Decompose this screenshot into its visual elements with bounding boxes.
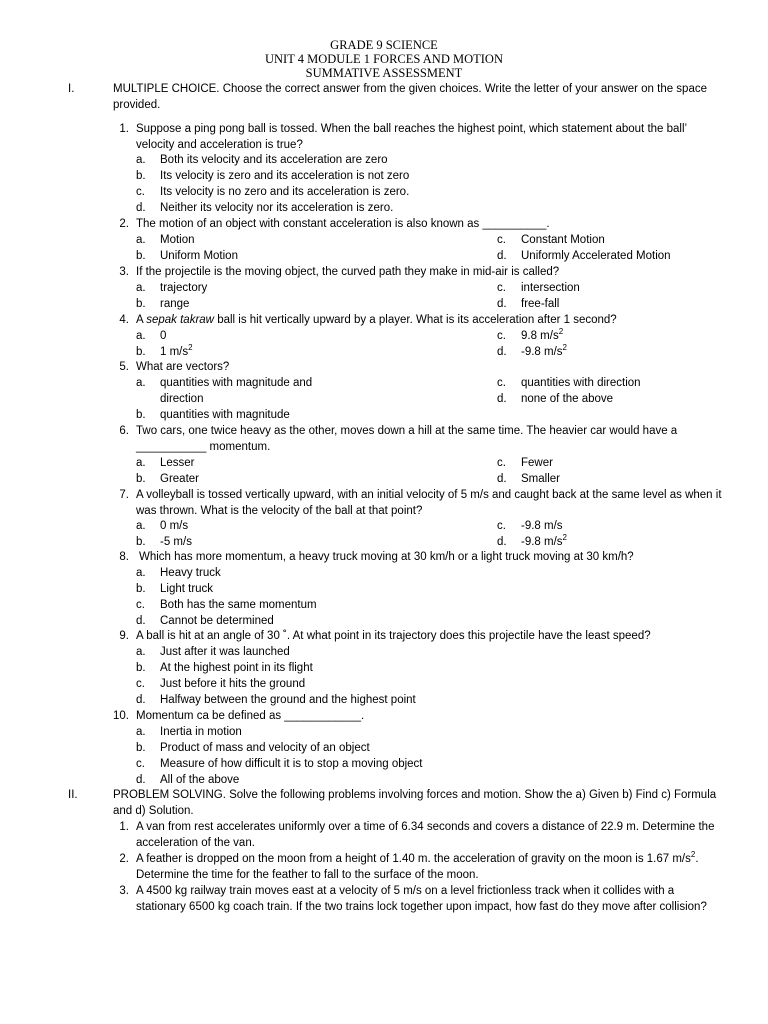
question-5-choice-c: c. quantities with direction — [497, 377, 641, 389]
section-2-number: II. — [68, 789, 78, 801]
question-6-choice-b: b. Greater — [136, 473, 199, 485]
question-7-number: 7. — [119, 489, 129, 501]
question-1-choice-a: a. Both its velocity and its acceleration are zero — [136, 154, 388, 166]
question-4-number: 4. — [119, 314, 129, 326]
question-3-choice-a: a. trajectory — [136, 282, 208, 294]
question-10-choice-a: a. Inertia in motion — [136, 726, 242, 738]
question-5-choice-b: b. quantities with magnitude — [136, 409, 290, 421]
question-10-choice-d: d. All of the above — [136, 774, 240, 786]
section-1-number: I. — [68, 83, 75, 95]
question-3-choice-c: c. intersection — [497, 282, 580, 294]
question-3-choice-d: d. free-fall — [497, 298, 560, 310]
question-1-choice-c: c. Its velocity is no zero and its acceleration is zero. — [136, 186, 410, 198]
question-8-number: 8. — [119, 551, 129, 563]
document-header — [0, 38, 768, 80]
problem-2-text: A feather is dropped on the moon from a height of 1.40 m. the acceleration of gravity on the moon is 1.67 $m/s^2$. Determine the time for the feather to fall to the surface of the moon. — [136, 850, 699, 881]
problem-1-number: 1. — [119, 821, 129, 833]
question-3-number: 3. — [119, 266, 129, 278]
question-7-choice-a: a. 0 m/s — [136, 520, 189, 532]
question-4-choice-d: d. -9.8 $m/s^2$ — [497, 343, 567, 358]
question-10-choice-c: c. Measure of how difficult it is to stop a moving object — [136, 758, 423, 770]
question-6-choice-d: d. Smaller — [497, 473, 560, 485]
question-1-text: Suppose a ping pong ball is tossed. When the ball reaches the highest point, which statement about the ball’ velocity and acceleration is true? — [136, 123, 687, 151]
question-2-choice-c: c. Constant Motion — [497, 234, 605, 246]
question-5-choice-d: d. none of the above — [497, 393, 614, 405]
question-9-choice-d: d. Halfway between the ground and the highest point — [136, 694, 416, 706]
header-assessment: SUMMATIVE ASSESSMENT — [305, 66, 463, 80]
question-1-number: 1. — [119, 123, 129, 135]
question-2-number: 2. — [119, 218, 129, 230]
question-2-choice-d: d. Uniformly Accelerated Motion — [497, 250, 671, 262]
question-8-choice-d: d. Cannot be determined — [136, 615, 274, 627]
problem-3-text: A 4500 kg railway train moves east at a velocity of 5 m/s on a level frictionless track when it collides with a stationary 6500 kg coach train. If the two trains lock together upon impact, how fast do they move after collision? — [136, 885, 707, 913]
question-9-text: A ball is hit at an angle of 30 ˚. At what point in its trajectory does this projectile have the least speed? — [136, 630, 651, 642]
question-6-choice-c: c. Fewer — [497, 457, 553, 469]
problem-3-number: 3. — [119, 885, 129, 897]
question-4-text: A sepak takraw ball is hit vertically upward by a player. What is its acceleration after 1 second? — [136, 314, 617, 326]
question-1-choice-d: d. Neither its velocity nor its acceleration is zero. — [136, 202, 394, 214]
question-5-number: 5. — [119, 361, 129, 373]
question-8-choice-b: b. Light truck — [136, 583, 214, 595]
question-8-text: Which has more momentum, a heavy truck moving at 30 km/h or a light truck moving at 30 km/h? — [139, 551, 634, 563]
header-grade: GRADE 9 SCIENCE — [330, 38, 438, 52]
question-2-choice-b: b. Uniform Motion — [136, 250, 238, 262]
question-4-choice-b: b. 1 $m/s^2$ — [136, 343, 193, 358]
question-7-choice-c: c. -9.8 m/s — [497, 520, 563, 532]
question-8-choice-a: a. Heavy truck — [136, 567, 221, 579]
section-1-instructions: MULTIPLE CHOICE. Choose the correct answer from the given choices. Write the letter of your answer on the space provided. — [113, 83, 707, 111]
question-3-text: If the projectile is the moving object, the curved path they make in mid-air is called? — [136, 266, 560, 278]
question-4-choice-a: a. 0 — [136, 330, 167, 342]
problem-2-number: 2. — [119, 853, 129, 865]
header-unit: UNIT 4 MODULE 1 FORCES AND MOTION — [265, 52, 503, 66]
question-6-number: 6. — [119, 425, 129, 437]
question-7-choice-b: b. -5 m/s — [136, 536, 192, 548]
question-2-choice-a: a. Motion — [136, 234, 195, 246]
question-4-choice-c: c. 9.8 $m/s^2$ — [497, 327, 564, 342]
question-7-text: A volleyball is tossed vertically upward, with an initial velocity of 5 m/s and caught back at the same level as when it was thrown. What is the velocity of the ball at that point? — [136, 489, 722, 517]
section-2-instructions: PROBLEM SOLVING. Solve the following problems involving forces and motion. Show the a) Given b) Find c) Formula and d) Solution. — [113, 789, 717, 817]
question-10-text: Momentum ca be defined as ____________. — [136, 710, 365, 722]
question-6-choice-a: a. Lesser — [136, 457, 195, 469]
question-8-choice-c: c. Both has the same momentum — [136, 599, 317, 611]
question-6-text: Two cars, one twice heavy as the other, moves down a hill at the same time. The heavier car would have a ___________ momentum. — [136, 425, 678, 453]
question-1-choice-b: b. Its velocity is zero and its acceleration is not zero — [136, 170, 410, 182]
question-3-choice-b: b. range — [136, 298, 190, 310]
question-9-choice-b: b. At the highest point in its flight — [136, 662, 313, 674]
problem-1-text: A van from rest accelerates uniformly over a time of 6.34 seconds and covers a distance of 22.9 m. Determine the acceleration of the van. — [136, 821, 715, 849]
question-2-text: The motion of an object with constant acceleration is also known as __________. — [136, 218, 550, 230]
question-5-choice-a: a. quantities with magnitude and — [136, 377, 313, 389]
question-9-number: 9. — [119, 630, 129, 642]
question-5-choice-a-cont: direction — [160, 393, 204, 405]
question-9-choice-c: c. Just before it hits the ground — [136, 678, 306, 690]
question-10-choice-b: b. Product of mass and velocity of an object — [136, 742, 370, 754]
question-10-number: 10. — [113, 710, 129, 722]
question-9-choice-a: a. Just after it was launched — [136, 646, 290, 658]
question-5-text: What are vectors? — [136, 361, 230, 373]
question-7-choice-d: d. -9.8 $m/s^2$ — [497, 533, 567, 548]
